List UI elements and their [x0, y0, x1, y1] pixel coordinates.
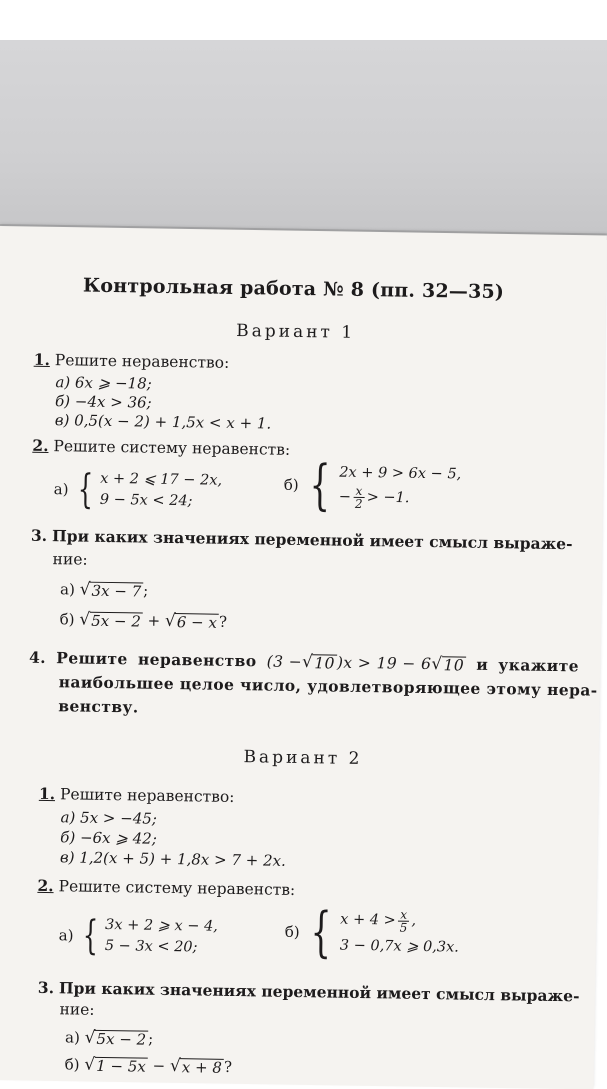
radicand: x + 8	[181, 1058, 223, 1077]
task-number: 4.	[28, 647, 47, 668]
system-lines	[105, 915, 218, 959]
task-number: 2.	[32, 435, 49, 456]
task-number: 1.	[38, 783, 56, 804]
radicand: 1 − 5x	[96, 1056, 146, 1076]
v1-task-2-a	[53, 468, 222, 513]
v1-task-3-b: б) √ 5x − 2 + √ 6 − x ?	[59, 609, 228, 632]
system-brace: {	[310, 900, 332, 964]
v1-task-1-a: а) 6x ⩾ −18;	[55, 373, 152, 393]
option-label: а)	[59, 580, 76, 599]
v1-task-3-line-2: ние:	[52, 550, 88, 569]
task-text: Решите неравенство:	[54, 351, 230, 372]
system-lines	[339, 461, 462, 512]
system-line-2: 5 − 3x < 20;	[104, 937, 198, 956]
option-label: б)	[283, 475, 299, 494]
task-number: 1.	[33, 349, 51, 370]
system-line-1: x + 4 > $\frac{x}{5}$ ,	[340, 907, 417, 935]
v2-task-1-b: б) −6x ⩾ 42;	[60, 828, 157, 848]
variant-2-heading: Вариант 2	[243, 747, 363, 769]
v1-task-2	[32, 436, 290, 459]
v2-task-1-c: в) 1,2(x + 5) + 1,8x > 7 + 2x.	[59, 848, 287, 870]
v1-task-3-a: а) √ 3x − 7 ;	[59, 579, 149, 601]
task-number: 3.	[37, 977, 55, 998]
v2-task-3-line-2: ние:	[59, 1000, 95, 1019]
task-number: 2.	[37, 875, 54, 896]
sqrt-icon: √	[431, 653, 443, 674]
radicand: 5x − 2	[91, 611, 141, 631]
sqrt-icon: √	[301, 651, 314, 672]
system-line-2: 9 − 5x < 24;	[99, 491, 193, 510]
v2-task-3-a: а) √ 5x − 2 ;	[64, 1027, 154, 1049]
system-line-1: 2x + 9 > 6x − 5,	[339, 464, 462, 483]
radicand: 6 − x	[176, 613, 218, 632]
task-text: Решите неравенство:	[59, 785, 235, 806]
v2-task-3	[38, 978, 580, 1006]
sqrt-icon: √	[79, 609, 91, 630]
task-number: 3.	[30, 525, 48, 546]
radicand: 3x − 7	[91, 581, 142, 601]
system-line-1: 3x + 2 ⩾ x − 4,	[104, 916, 218, 935]
v2-task-2-b	[284, 900, 459, 964]
option-label: а)	[53, 480, 69, 499]
sqrt-icon: √	[164, 610, 176, 632]
option-label: б)	[64, 1055, 80, 1074]
system-line-2: 3 − 0,7x ⩾ 0,3x.	[339, 937, 459, 956]
v1-task-1-b: б) −4x > 36;	[54, 392, 152, 412]
task-text: Решите систему неравенств:	[58, 877, 296, 899]
sqrt-icon: √	[84, 1054, 96, 1075]
option-label: а)	[58, 926, 74, 945]
v2-task-1	[39, 784, 235, 806]
v2-task-2-a	[58, 914, 218, 958]
option-label: б)	[284, 922, 300, 942]
v1-task-4-line-3: венству.	[58, 696, 139, 717]
task-text-line-1: При каких значениях переменной имеет смысл выраже-	[58, 978, 580, 1006]
sqrt-icon: √	[84, 1027, 96, 1048]
v1-task-1	[34, 350, 230, 372]
variant-1-heading: Вариант 1	[236, 320, 356, 343]
option-label: б)	[59, 610, 75, 629]
page-title: Контрольная работа № 8 (пп. 32—35)	[82, 274, 505, 304]
radicand: 5x − 2	[96, 1029, 147, 1049]
system-brace: {	[77, 466, 94, 513]
system-line-2: − $\frac{x}{2}$ > −1.	[338, 483, 410, 511]
v1-task-1-c: в) 0,5(x − 2) + 1,5x < x + 1.	[54, 411, 272, 433]
task-text-line-1: При каких значениях переменной имеет смысл выраже-	[51, 526, 573, 554]
system-lines	[100, 469, 223, 513]
v1-task-4-line-1: 4. Решите неравенство (3 − √ 10 )x > 19 − 6 √ 10 и укажите	[28, 647, 580, 676]
sqrt-icon: √	[79, 579, 91, 600]
system-lines	[340, 907, 460, 961]
sqrt-icon: √	[169, 1056, 181, 1077]
option-label: а)	[64, 1028, 81, 1047]
v2-task-1-a: а) 5x > −45;	[60, 808, 158, 828]
v2-task-2	[37, 876, 295, 899]
v2-task-3-b: б) √ 1 − 5x − √ x + 8 ?	[64, 1054, 233, 1077]
v1-task-2-b	[283, 452, 462, 516]
system-line-1: x + 2 ⩽ 17 − 2x,	[100, 470, 223, 489]
task-text: Решите систему неравенств:	[53, 437, 291, 459]
inequality: (3 − √ 10 )x > 19 − 6 √ 10	[266, 651, 465, 675]
v1-task-4-line-2: наибольшее целое число, удовлетворяющее этому нера-	[58, 672, 598, 700]
system-brace: {	[82, 912, 99, 959]
system-brace: {	[309, 452, 331, 516]
v1-task-3	[31, 526, 573, 554]
